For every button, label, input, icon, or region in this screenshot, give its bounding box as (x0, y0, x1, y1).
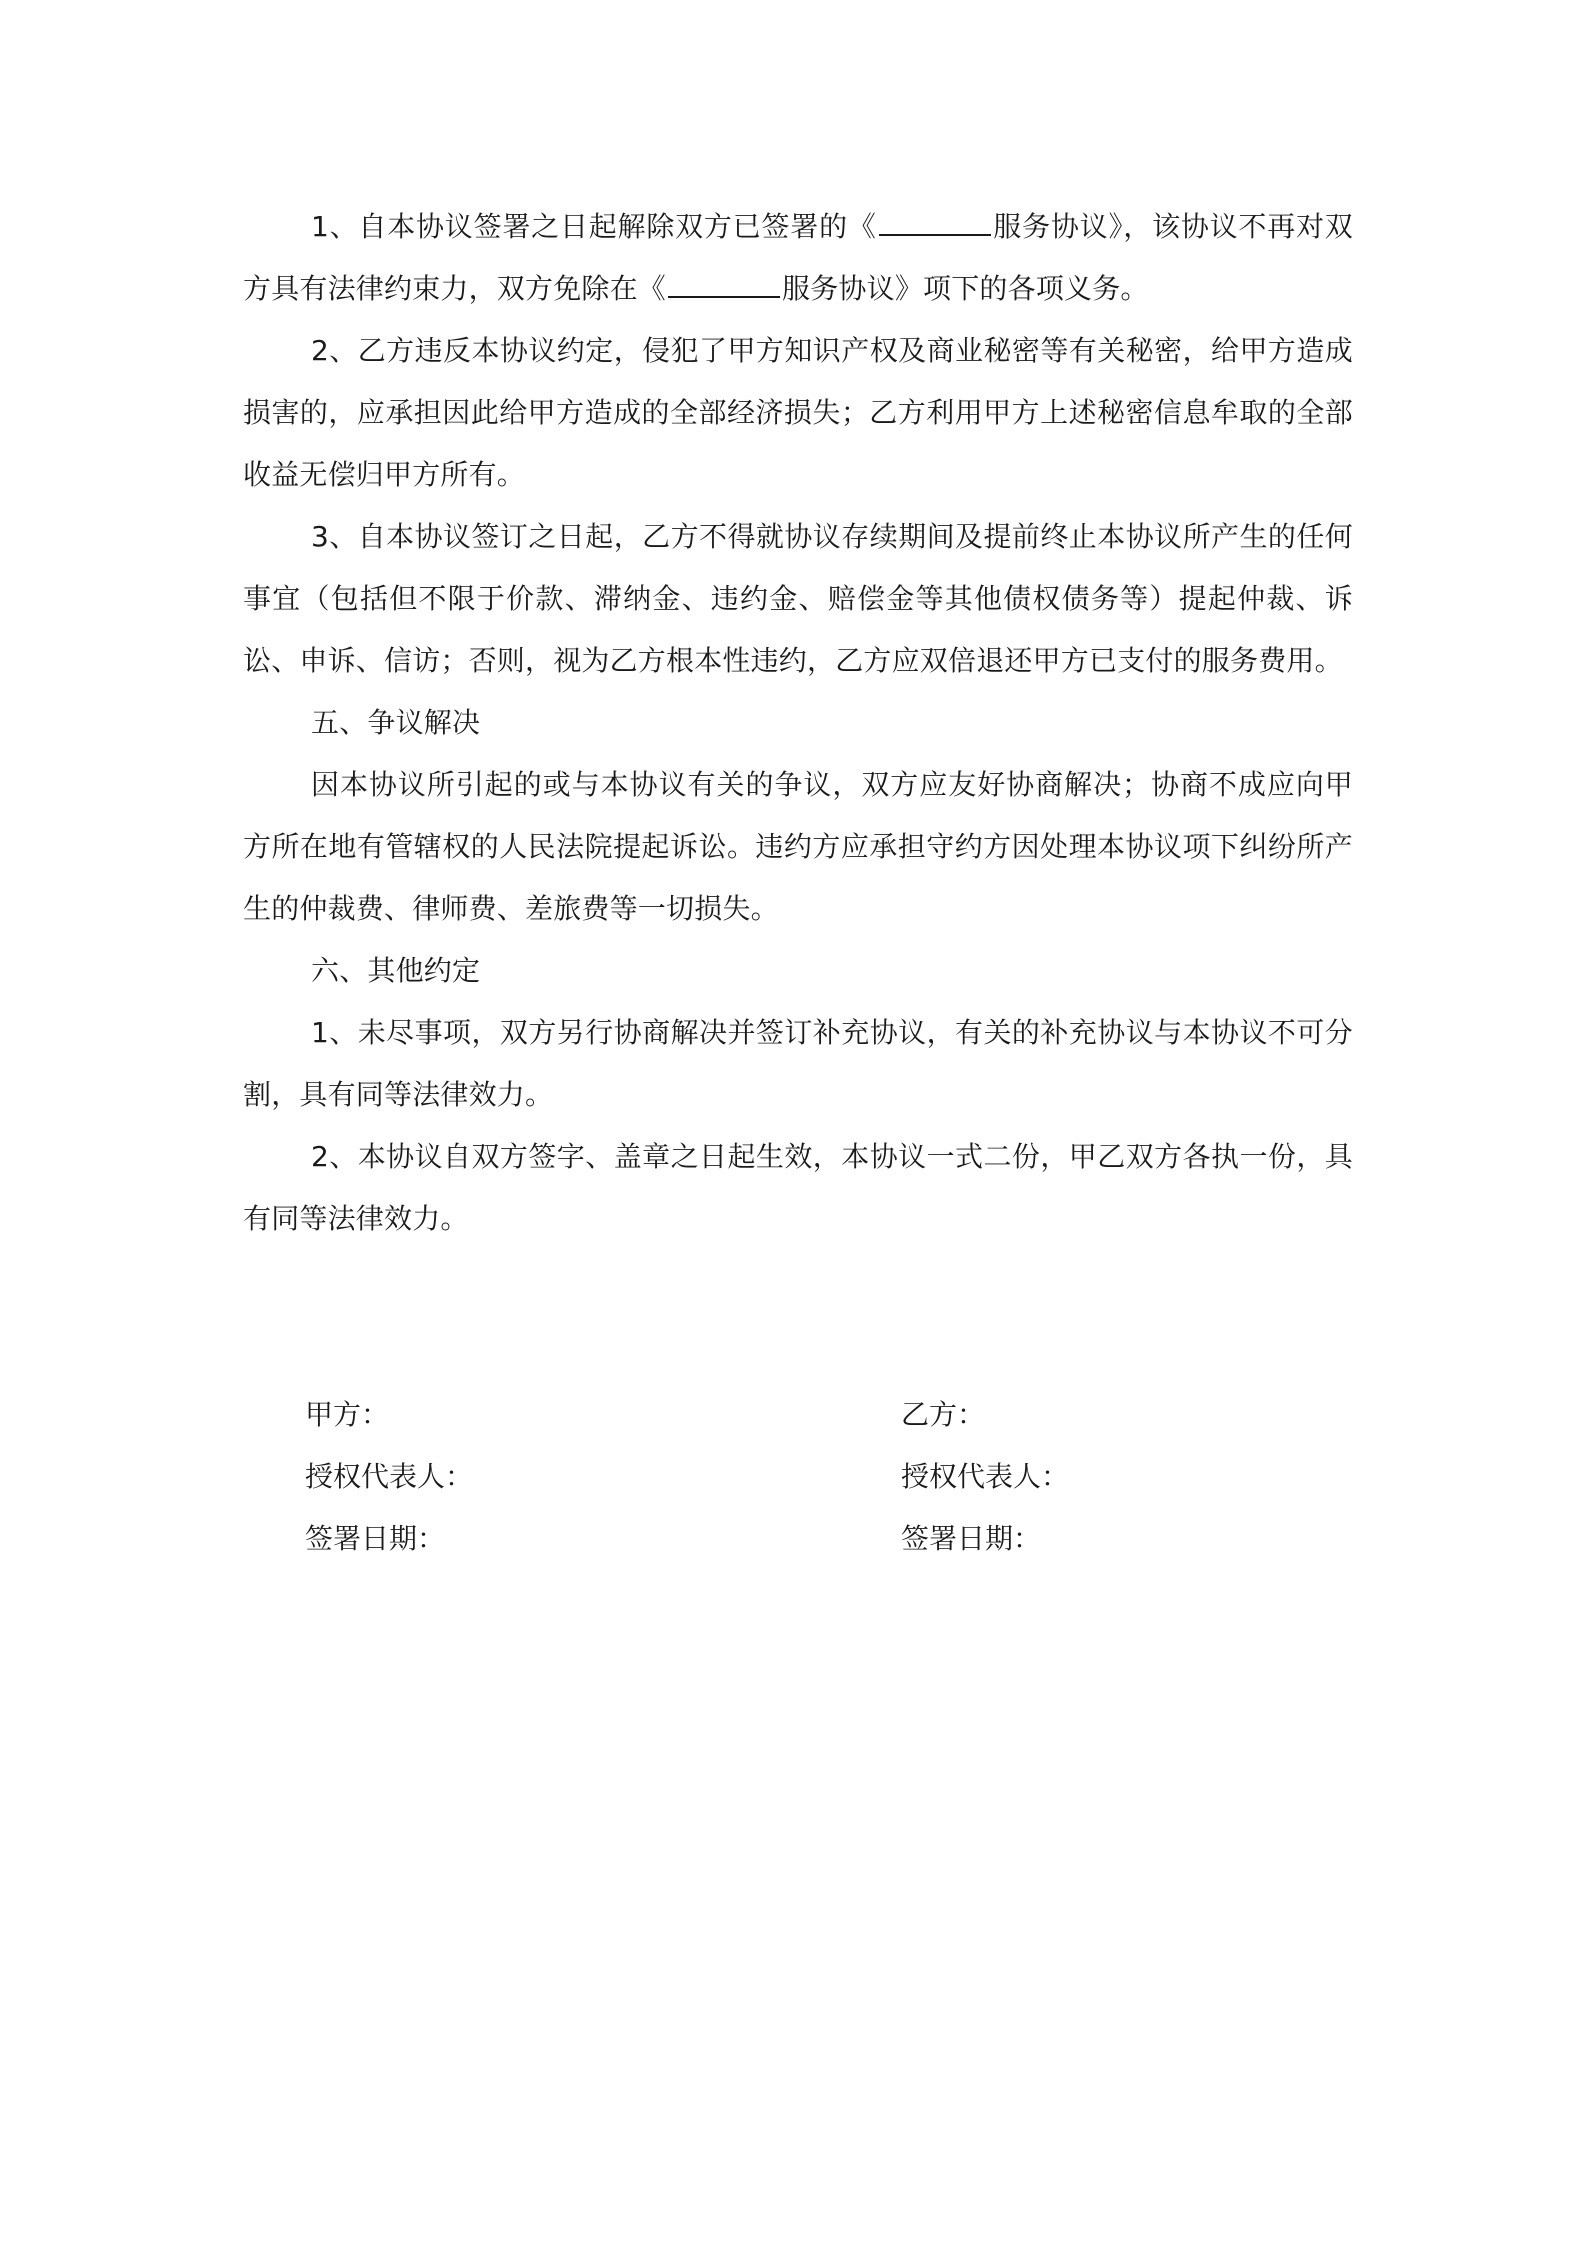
blank-line-2 (668, 272, 780, 298)
section-6-item-1: 1、未尽事项，双方另行协商解决并签订补充协议，有关的补充协议与本协议不可分割，具有同等法律效力。 (243, 1016, 1353, 1111)
section-6-item-2: 2、本协议自双方签字、盖章之日起生效，本协议一式二份，甲乙双方各执一份，具有同等法律效力。 (243, 1140, 1353, 1235)
party-b-name-label: 乙方： (901, 1398, 986, 1431)
section-5-body: 因本协议所引起的或与本协议有关的争议，双方应友好协商解决；协商不成应向甲方所在地有管辖权的人民法院提起诉讼。违约方应承担守约方因处理本协议项下纠纷所产生的仲裁费、律师费、差旅费等一切损失。 (243, 768, 1353, 925)
clause-3: 3、自本协议签订之日起，乙方不得就协议存续期间及提前终止本协议所产生的任何事宜（包括但不限于价款、滞纳金、违约金、赔偿金等其他债权债务等）提起仲裁、诉讼、申诉、信访；否则，视为乙方根本性违约，乙方应双倍退还甲方已支付的服务费用。 (243, 520, 1353, 677)
party-b-signature (901, 1384, 1069, 1570)
clause-2: 2、乙方违反本协议约定，侵犯了甲方知识产权及商业秘密等有关秘密，给甲方造成损害的，应承担因此给甲方造成的全部经济损失；乙方利用甲方上述秘密信息牟取的全部收益无偿归甲方所有。 (243, 334, 1353, 491)
party-a-rep-label: 授权代表人： (305, 1460, 474, 1493)
blank-line-1 (879, 210, 991, 236)
clause-1 (243, 196, 1353, 320)
party-b-rep-label: 授权代表人： (901, 1460, 1070, 1493)
document-body (243, 196, 1353, 1250)
clause-1-text-c: 服务协议》项下的各项义务。 (782, 272, 1149, 305)
party-b-date-label: 签署日期： (901, 1522, 1042, 1555)
party-a-date-label: 签署日期： (305, 1522, 446, 1555)
party-a-signature (305, 1384, 473, 1570)
clause-1-text-a: 1、自本协议签署之日起解除双方已签署的《 (311, 210, 877, 243)
section-5-heading: 五、争议解决 (311, 706, 481, 739)
section-6-heading: 六、其他约定 (311, 954, 481, 987)
clause-1-text-b: 服务协议》，该协议不再对双方具有法律约束力，双方免除在《 (243, 210, 1353, 305)
party-a-name-label: 甲方： (305, 1398, 390, 1431)
